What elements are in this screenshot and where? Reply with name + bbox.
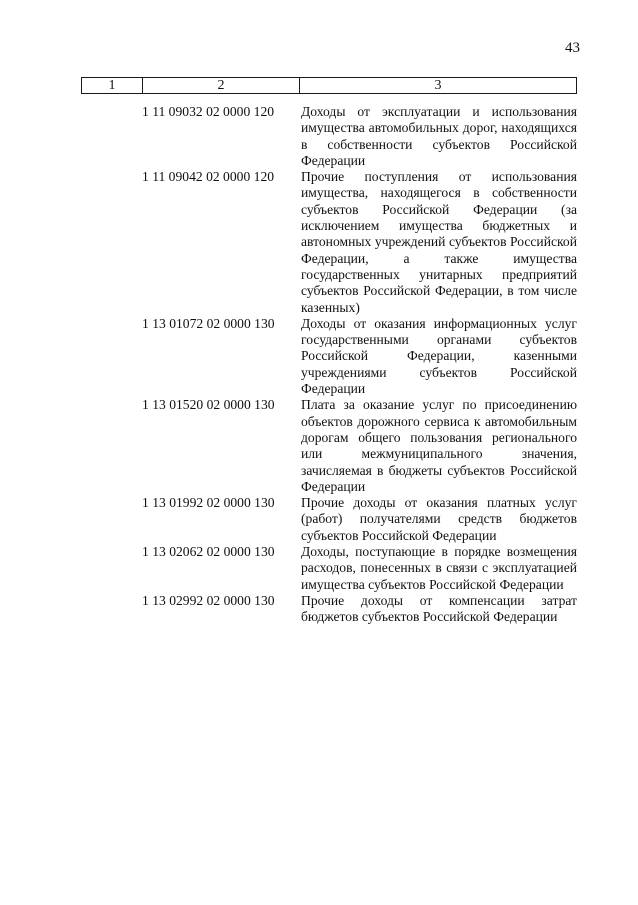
table-body	[142, 104, 578, 626]
column-header-2: 2	[143, 78, 300, 93]
revenue-code: 1 11 09032 02 0000 120	[142, 104, 275, 119]
table-row	[142, 397, 578, 495]
revenue-description: Прочие доходы от оказания платных услуг (работ) получателями средств бюджетов субъектов Российской Федерации	[301, 495, 577, 543]
revenue-code: 1 13 01072 02 0000 130	[142, 315, 275, 331]
table-row	[142, 316, 578, 397]
table-row	[142, 544, 578, 593]
table-row	[142, 593, 578, 626]
revenue-description: Доходы от оказания информационных услуг государственными органами субъектов Российской Федерации, казенными учреждениями субъектов Российской Федерации	[301, 315, 577, 397]
revenue-code: 1 13 02992 02 0000 130	[142, 592, 275, 608]
revenue-description: Доходы от эксплуатации и использования имущества автомобильных дорог, находящихся в собственности субъектов Российской Федерации	[301, 104, 577, 168]
revenue-code: 1 13 01992 02 0000 130	[142, 495, 275, 511]
revenue-description: Плата за оказание услуг по присоединению объектов дорожного сервиса к автомобильным дорогам общего пользования регионального или межмуниципального значения, зачисляемая в бюджеты субъектов Российской Федерации	[301, 397, 577, 494]
revenue-description: Прочие поступления от использования имущества, находящегося в собственности субъектов Российской Федерации (за исключением имущества бюджетных и автономных учреждений субъектов Российской Федерации, а также имущества государственных унитарных предприятий субъектов Российской Федерации, в том числе казенных)	[301, 169, 577, 315]
table-row	[142, 495, 578, 544]
page-number: 43	[565, 40, 580, 56]
table-header	[81, 77, 577, 94]
revenue-code: 1 13 01520 02 0000 130	[142, 397, 275, 413]
revenue-code: 1 13 02062 02 0000 130	[142, 544, 275, 560]
table-row	[142, 169, 578, 316]
revenue-description: Прочие доходы от компенсации затрат бюджетов субъектов Российской Федерации	[301, 592, 577, 625]
revenue-description: Доходы, поступающие в порядке возмещения расходов, понесенных в связи с эксплуатацией имущества субъектов Российской Федерации	[301, 544, 577, 592]
table-row	[142, 104, 578, 169]
column-header-1: 1	[82, 78, 143, 93]
column-header-3: 3	[434, 78, 442, 93]
revenue-code: 1 11 09042 02 0000 120	[142, 169, 275, 185]
